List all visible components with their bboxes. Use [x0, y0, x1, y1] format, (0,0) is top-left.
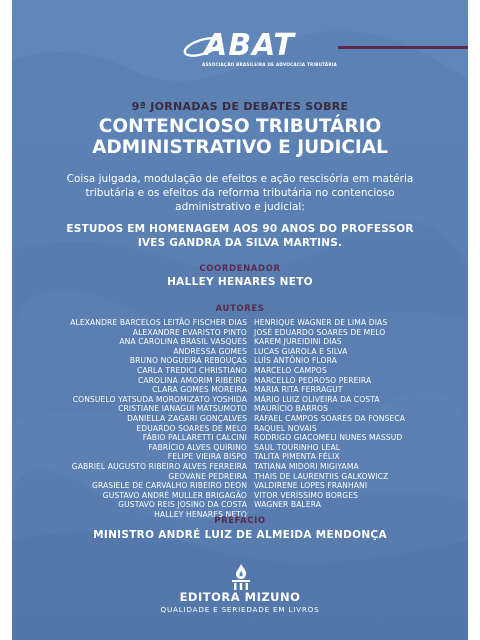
author-name: TALITA PIMENTA FÉLIX — [254, 452, 340, 462]
author-name: MARIA RITA FERRAGUT — [254, 385, 343, 395]
author-name: ANDRESSA GOMES — [173, 346, 247, 356]
author-name: HENRIQUE WAGNER DE LIMA DIAS — [254, 318, 388, 327]
book-cover — [12, 0, 468, 640]
author-name: DANIELLA ZAGARI GONÇALVES — [127, 413, 247, 423]
author-name: MARCELLO PEDROSO PEREIRA — [254, 375, 372, 385]
author-name: CLARA GOMES MOREIRA — [152, 385, 247, 395]
author-name: MARCELO CAMPOS — [254, 365, 327, 375]
title-line-2: ADMINISTRATIVO E JUDICIAL — [92, 137, 388, 158]
author-name: CRISTIANE IANAGUI MATSUMOTO — [118, 404, 247, 414]
preface-label: PREFÁCIO — [214, 516, 266, 526]
flame-temple-icon — [228, 563, 254, 591]
author-name: WAGNER BALERA — [254, 500, 322, 510]
author-name: GUSTAVO REIS JOSINO DA COSTA — [118, 500, 247, 510]
author-name: FABRÍCIO ALVES QUIRINO — [148, 442, 247, 452]
logo-subtitle: ASSOCIAÇÃO BRASILEIRA DE ADVOCACIA TRIBUTÁRIA — [202, 62, 337, 67]
author-name: ALEXANDRE BARCELOS LEITÃO FISCHER DIAS — [70, 318, 247, 327]
author-name: VITOR VERÍSSIMO BORGES — [254, 490, 359, 500]
author-name: RODRIGO GIACOMELI NUNES MASSUD — [254, 433, 403, 443]
edition-heading: 9ª JORNADAS DE DEBATES SOBRE — [131, 100, 349, 113]
logo-divider — [338, 46, 468, 49]
author-name: FÁBIO PALLARETTI CALCINI — [142, 433, 247, 443]
preface-author: MINISTRO ANDRÉ LUIZ DE ALMEIDA MENDONÇA — [93, 529, 387, 541]
author-name: KAREM JUREIDINI DIAS — [254, 337, 342, 347]
title-line-1: CONTENCIOSO TRIBUTÁRIO — [98, 116, 382, 137]
author-name: GEOVANE PEDREIRA — [168, 471, 247, 481]
author-name: EDUARDO SOARES DE MELO — [136, 423, 247, 433]
subtitle-line-1: Coisa julgada, modulação de efeitos e ação rescisória em matéria — [66, 173, 414, 185]
publisher-tagline: QUALIDADE E SERIEDADE EM LIVROS — [160, 605, 320, 614]
authors-label: AUTORES — [215, 304, 265, 314]
author-name: BRUNO NOGUEIRA REBOUÇAS — [129, 356, 247, 366]
author-name: SAUL TOURINHO LEAL — [254, 442, 341, 452]
coordinator-name: HALLEY HENARES NETO — [167, 276, 313, 288]
publisher-name: EDITORA MIZUNO — [179, 590, 301, 604]
author-name: CONSUELO YATSUDA MOROMIZATO YOSHIDA — [72, 394, 247, 404]
author-name: TATIANA MIDORI MIGIYAMA — [254, 461, 359, 471]
author-name: MAURÍCIO BARROS — [254, 404, 329, 414]
coordinator-label: COORDENADOR — [199, 264, 281, 274]
authors-right-column — [254, 318, 405, 510]
author-name: GUSTAVO ANDRÉ MULLER BRIGAGÃO — [102, 490, 247, 500]
author-name: HALLEY HENARES NETO — [154, 509, 247, 519]
abat-logo — [182, 28, 337, 72]
author-name: FELIPE VIEIRA BISPO — [167, 452, 247, 462]
author-name: GRASIELE DE CARVALHO RIBEIRO DEON — [91, 481, 247, 491]
author-name: ANA CAROLINA BRASIL VASQUES — [119, 337, 247, 347]
subtitle-line-2: tributária e os efeitos da reforma tributária no contencioso — [85, 187, 395, 199]
author-name: GABRIEL AUGUSTO RIBEIRO ALVES FERREIRA — [71, 461, 247, 471]
logo-wordmark: ABAT — [204, 28, 295, 63]
author-name: RAQUEL NOVAIS — [254, 423, 317, 433]
author-name: CAROLINA AMORIM RIBEIRO — [137, 375, 247, 385]
author-name: ALEXANDRE EVARISTO PINTO — [132, 327, 247, 337]
author-name: JOSÉ EDUARDO SOARES DE MELO — [254, 327, 386, 337]
authors-left-column — [70, 318, 247, 519]
subtitle-line-3: administrativo e judicial: — [175, 201, 305, 213]
homage-line-2: IVES GANDRA DA SILVA MARTINS. — [137, 237, 343, 249]
author-name: THAIS DE LAURENTIIS GALKOWICZ — [254, 471, 389, 481]
author-name: VALDIRENE LOPES FRANHANI — [254, 481, 368, 491]
author-name: MÁRIO LUIZ OLIVEIRA DA COSTA — [254, 394, 380, 404]
author-name: RAFAEL CAMPOS SOARES DA FONSECA — [254, 413, 406, 423]
homage-line-1: ESTUDOS EM HOMENAGEM AOS 90 ANOS DO PROFESSOR — [66, 223, 414, 235]
author-name: LUCAS GIAROLA E SILVA — [254, 346, 348, 356]
author-name: LUÍS ANTÔNIO FLORA — [254, 356, 337, 366]
author-name: CARLA TREDICI CHRISTIANO — [136, 365, 247, 375]
